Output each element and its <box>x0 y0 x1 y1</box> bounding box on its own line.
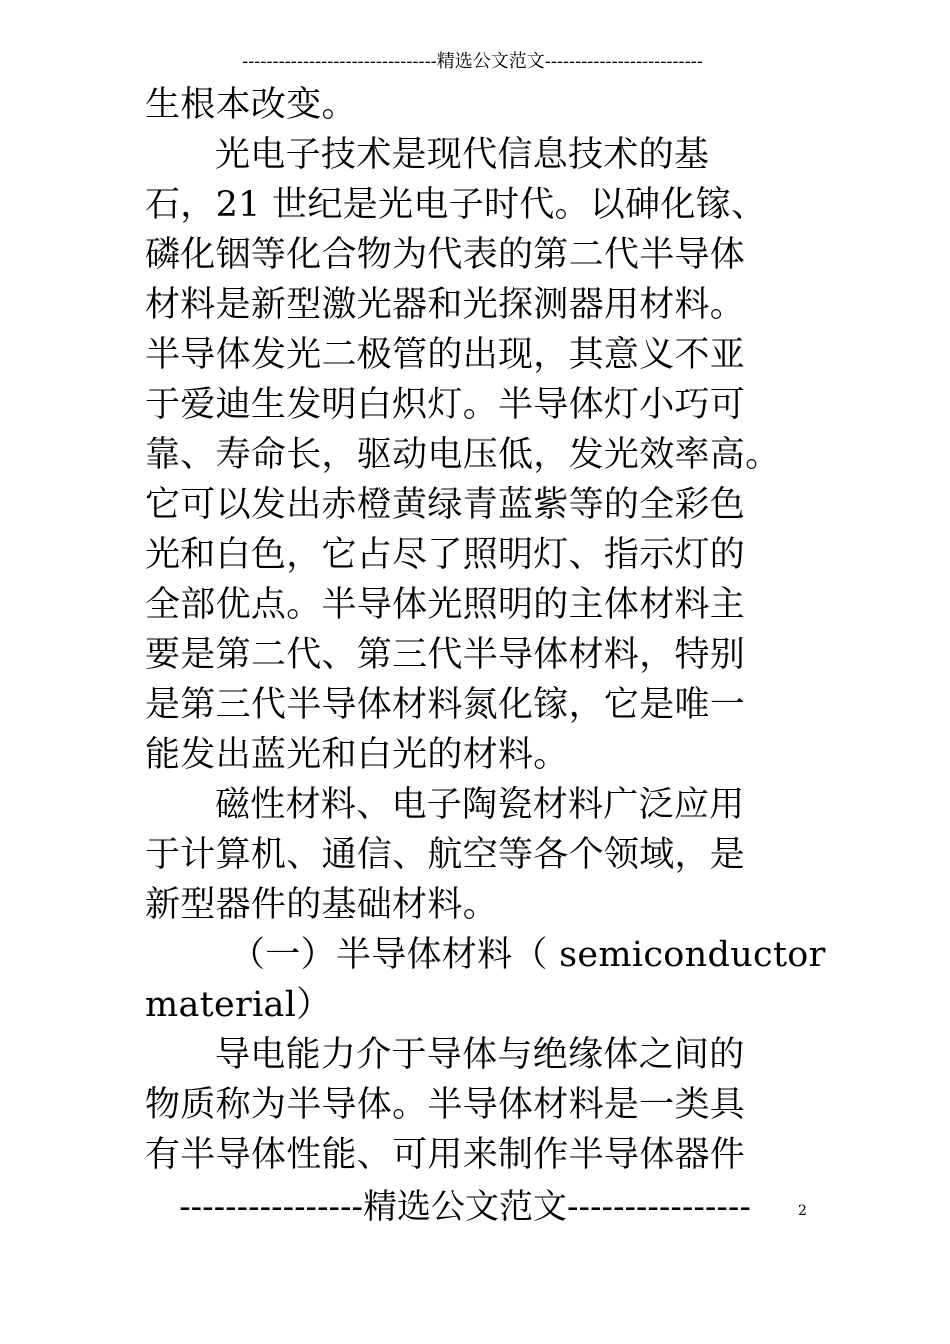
text-line: 于爱迪生发明白炽灯。半导体灯小巧可 <box>145 385 746 425</box>
text-line: 能发出蓝光和白光的材料。 <box>145 735 569 775</box>
text-line: 光和白色，它占尽了照明灯、指示灯的 <box>145 535 746 575</box>
text-line: 有半导体性能、可用来制作半导体器件 <box>145 1135 746 1175</box>
text-line: 半导体发光二极管的出现，其意义不亚 <box>145 335 746 375</box>
text-line: 物质称为半导体。半导体材料是一类具 <box>145 1085 746 1125</box>
text-line: 石，21 世纪是光电子时代。以砷化镓、 <box>145 185 767 225</box>
text-line: 它可以发出赤橙黄绿青蓝紫等的全彩色 <box>145 485 746 525</box>
text-line: 生根本改变。 <box>145 85 357 125</box>
text-line: 要是第二代、第三代半导体材料，特别 <box>145 635 746 675</box>
text-line: 材料是新型激光器和光探测器用材料。 <box>145 285 746 325</box>
document-body <box>145 80 826 1180</box>
page-number: 2 <box>798 1203 807 1219</box>
text-line: 靠、寿命长，驱动电压低，发光效率高。 <box>145 435 781 475</box>
text-line: 是第三代半导体材料氮化镓，它是唯一 <box>145 685 746 725</box>
section-heading: （一）半导体材料（ semiconductor <box>230 935 826 975</box>
text-line: 磁性材料、电子陶瓷材料广泛应用 <box>215 785 745 825</box>
text-line: 导电能力介于导体与绝缘体之间的 <box>215 1035 745 1075</box>
text-line: 新型器件的基础材料。 <box>145 885 499 925</box>
page-footer: ----------------精选公文范文---------------- <box>179 1187 751 1227</box>
text-line: 于计算机、通信、航空等各个领域，是 <box>145 835 746 875</box>
section-heading-continued: material） <box>145 985 332 1025</box>
text-line: 光电子技术是现代信息技术的基 <box>215 135 710 175</box>
text-line: 磷化铟等化合物为代表的第二代半导体 <box>145 235 746 275</box>
text-line: 全部优点。半导体光照明的主体材料主 <box>145 585 746 625</box>
page-header: --------------------------------精选公文范文-------------------------- <box>242 51 703 72</box>
